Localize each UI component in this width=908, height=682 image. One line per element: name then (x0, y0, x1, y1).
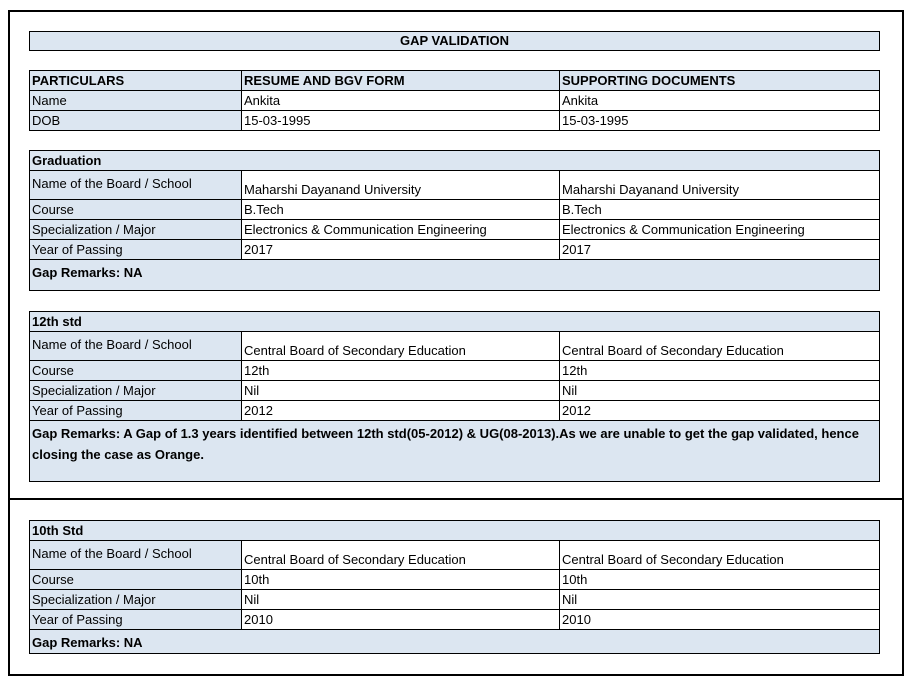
row-label: Course (30, 570, 242, 590)
resume-value: 10th (242, 570, 560, 590)
table-row (30, 361, 880, 381)
table-row (30, 570, 880, 590)
table-row (30, 332, 880, 361)
row-label: Specialization / Major (30, 590, 242, 610)
resume-header: RESUME AND BGV FORM (242, 71, 560, 91)
resume-value: 2012 (242, 401, 560, 421)
section-heading: Graduation (30, 151, 880, 171)
resume-value: Electronics & Communication Engineering (242, 220, 560, 240)
supporting-value: Nil (560, 381, 880, 401)
supporting-value: Ankita (560, 91, 880, 111)
resume-value: Ankita (242, 91, 560, 111)
row-label: Name of the Board / School (30, 541, 242, 570)
table-row (30, 220, 880, 240)
row-label: Name of the Board / School (30, 171, 242, 200)
gap-remarks: Gap Remarks: A Gap of 1.3 years identified between 12th std(05-2012) & UG(08-2013).As we are unable to get the gap validated, hence closing the case as Orange. (30, 421, 880, 482)
resume-value: B.Tech (242, 200, 560, 220)
header-row (30, 71, 880, 91)
table-row (30, 91, 880, 111)
table-row (30, 381, 880, 401)
resume-value: 15-03-1995 (242, 111, 560, 131)
education-section-table (29, 150, 880, 291)
page-title: GAP VALIDATION (29, 31, 880, 51)
supporting-value: 12th (560, 361, 880, 381)
resume-value: 2017 (242, 240, 560, 260)
particulars-table (29, 70, 880, 131)
supporting-value: B.Tech (560, 200, 880, 220)
table-row (30, 240, 880, 260)
resume-value: Central Board of Secondary Education (242, 541, 560, 570)
section-heading-row (30, 521, 880, 541)
table-row (30, 111, 880, 131)
section-heading-row (30, 151, 880, 171)
row-label: Name of the Board / School (30, 332, 242, 361)
row-label: Specialization / Major (30, 381, 242, 401)
education-section-table (29, 311, 880, 482)
supporting-value: Central Board of Secondary Education (560, 332, 880, 361)
row-label: DOB (30, 111, 242, 131)
row-label: Year of Passing (30, 610, 242, 630)
row-label: Name (30, 91, 242, 111)
row-label: Course (30, 361, 242, 381)
resume-value: Nil (242, 590, 560, 610)
resume-value: Maharshi Dayanand University (242, 171, 560, 200)
table-row (30, 171, 880, 200)
resume-value: Central Board of Secondary Education (242, 332, 560, 361)
table-row (30, 401, 880, 421)
row-label: Course (30, 200, 242, 220)
resume-value: 12th (242, 361, 560, 381)
supporting-value: 10th (560, 570, 880, 590)
supporting-value: 2010 (560, 610, 880, 630)
particulars-header: PARTICULARS (30, 71, 242, 91)
page-divider (8, 498, 902, 500)
gap-remarks: Gap Remarks: NA (30, 630, 880, 654)
supporting-value: Electronics & Communication Engineering (560, 220, 880, 240)
gap-remarks-row (30, 630, 880, 654)
row-label: Year of Passing (30, 401, 242, 421)
gap-remarks: Gap Remarks: NA (30, 260, 880, 291)
gap-remarks-row (30, 421, 880, 482)
resume-value: Nil (242, 381, 560, 401)
table-row (30, 610, 880, 630)
row-label: Year of Passing (30, 240, 242, 260)
supporting-header: SUPPORTING DOCUMENTS (560, 71, 880, 91)
row-label: Specialization / Major (30, 220, 242, 240)
section-heading: 12th std (30, 312, 880, 332)
supporting-value: Central Board of Secondary Education (560, 541, 880, 570)
gap-remarks-row (30, 260, 880, 291)
supporting-value: Maharshi Dayanand University (560, 171, 880, 200)
supporting-value: 2012 (560, 401, 880, 421)
table-row (30, 541, 880, 570)
supporting-value: 15-03-1995 (560, 111, 880, 131)
table-row (30, 590, 880, 610)
supporting-value: Nil (560, 590, 880, 610)
table-row (30, 200, 880, 220)
section-heading-row (30, 312, 880, 332)
resume-value: 2010 (242, 610, 560, 630)
education-section-table (29, 520, 880, 654)
supporting-value: 2017 (560, 240, 880, 260)
section-heading: 10th Std (30, 521, 880, 541)
